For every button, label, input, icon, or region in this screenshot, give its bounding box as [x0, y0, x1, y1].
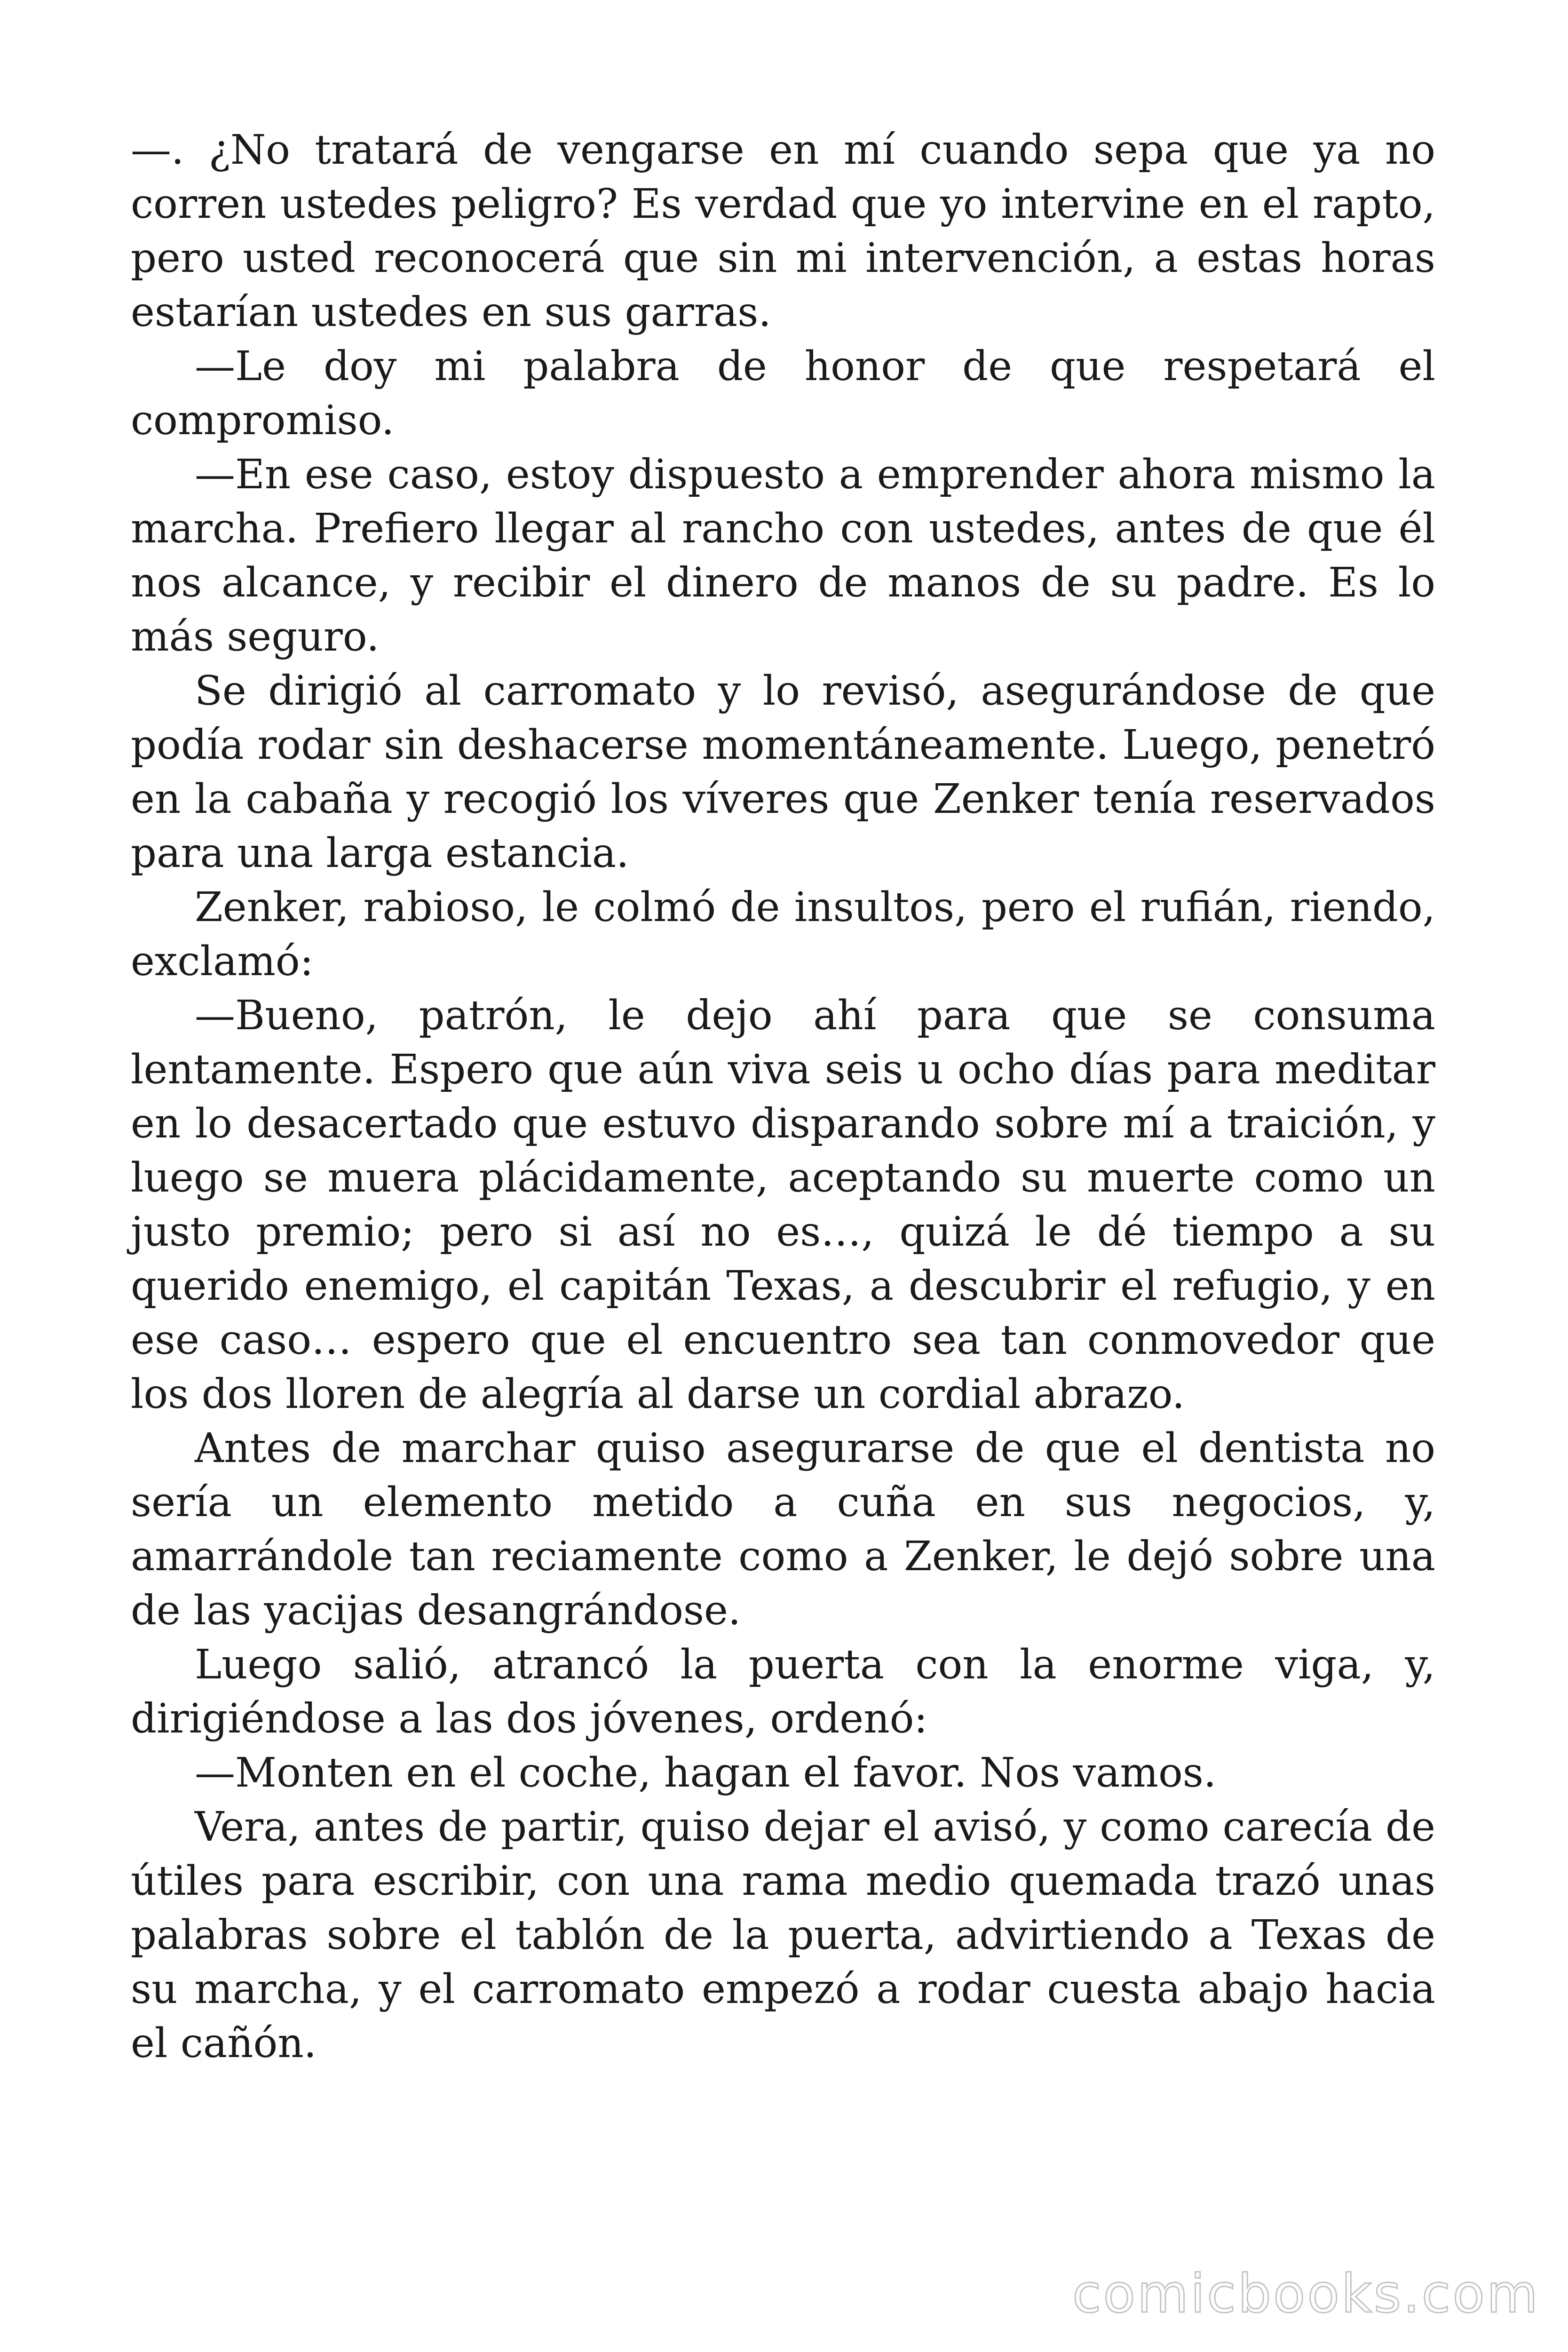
paragraph-1: —. ¿No tratará de vengarse en mí cuando sepa que ya no corren ustedes peligro? Es verdad que yo intervine en el rapto, pero usted reconocerá que sin mi intervención, a estas horas estarían ustedes en sus garras.	[131, 127, 1435, 336]
paragraph-8: Luego salió, atrancó la puerta con la enorme viga, y, dirigiéndose a las dos jóvenes, ordenó:	[131, 1641, 1435, 1742]
paragraph-7: Antes de marchar quiso asegurarse de que el dentista no sería un elemento metido a cuña en sus negocios, y, amarrándole tan reciamente como a Zenker, le dejó sobre una de las yacijas desangrándose.	[131, 1425, 1435, 1634]
paragraph-9: —Monten en el coche, hagan el favor. Nos vamos.	[195, 1749, 1217, 1796]
paragraph-6: —Bueno, patrón, le dejo ahí para que se consuma lentamente. Espero que aún viva seis u ocho días para meditar en lo desacertado que estuvo disparando sobre mí a traición, y luego se muera plácidamente, aceptando su muerte como un justo premio; pero si así no es…, quizá le dé tiempo a su querido enemigo, el capitán Texas, a descubrir el refugio, y en ese caso… espero que el encuentro sea tan conmovedor que los dos lloren de alegría al darse un cordial abrazo.	[131, 992, 1435, 1418]
paragraph-10: Vera, antes de partir, quiso dejar el avisó, y como carecía de útiles para escribir, con una rama medio quemada trazó unas palabras sobre el tablón de la puerta, advirtiendo a Texas de su marcha, y el carromato empezó a rodar cuesta abajo hacia el cañón.	[131, 1804, 1435, 2067]
paragraph-5: Zenker, rabioso, le colmó de insultos, pero el rufián, riendo, exclamó:	[131, 884, 1435, 985]
paragraph-4: Se dirigió al carromato y lo revisó, asegurándose de que podía rodar sin deshacerse momentáneamente. Luego, penetró en la cabaña y recogió los víveres que Zenker tenía reservados para una larga estancia.	[131, 667, 1435, 877]
paragraph-3: —En ese caso, estoy dispuesto a emprender ahora mismo la marcha. Prefiero llegar al rancho con ustedes, antes de que él nos alcance, y recibir el dinero de manos de su padre. Es lo más seguro.	[131, 451, 1435, 660]
watermark: comicbooks.com	[1072, 2264, 1540, 2325]
body-text	[131, 123, 1435, 2071]
paragraph-2: —Le doy mi palabra de honor de que respetará el compromiso.	[131, 343, 1435, 444]
